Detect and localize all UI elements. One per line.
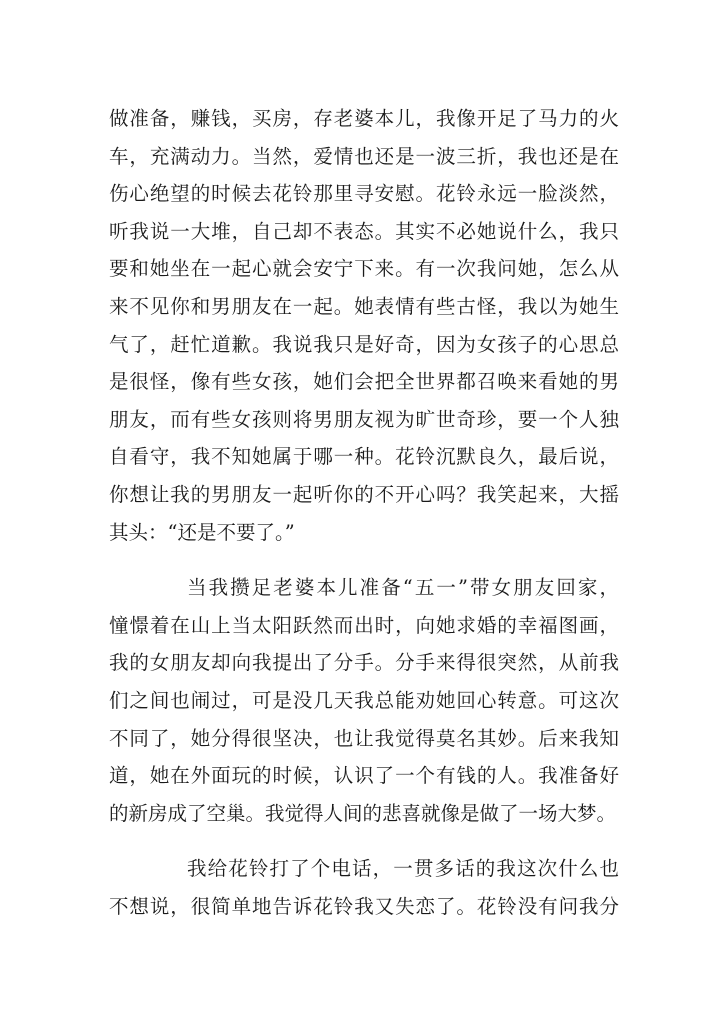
paragraph-gap	[109, 832, 619, 850]
text-line: 听我说一大堆，自己却不表态。其实不必她说什么，我只	[109, 219, 619, 243]
text-line: 当我攒足老婆本儿准备“五一”带女朋友回家，	[187, 576, 619, 600]
text-line: 其头：“还是不要了。”	[109, 520, 295, 544]
text-line: 不同了，她分得很坚决，也让我觉得莫名其妙。后来我知	[109, 726, 619, 750]
text-line: 憧憬着在山上当太阳跃然而出时，向她求婚的幸福图画，	[109, 613, 619, 637]
text-line: 车，充满动力。当然，爱情也还是一波三折，我也还是在	[109, 144, 619, 168]
paragraph-gap	[109, 551, 619, 569]
text-line: 的新房成了空巢。我觉得人间的悲喜就像是做了一场大梦。	[109, 801, 617, 825]
paragraph	[109, 569, 619, 832]
paragraph	[109, 850, 619, 925]
text-line: 不想说，很简单地告诉花铃我又失恋了。花铃没有问我分	[109, 894, 619, 918]
text-line: 做准备，赚钱，买房，存老婆本儿，我像开足了马力的火	[109, 107, 619, 130]
text-line: 我给花铃打了个电话，一贯多话的我这次什么也	[187, 857, 619, 881]
text-line: 伤心绝望的时候去花铃那里寻安慰。花铃永远一脸淡然，	[109, 182, 619, 206]
text-line: 自看守，我不知她属于哪一种。花铃沉默良久，最后说，	[109, 445, 619, 469]
text-line: 要和她坐在一起心就会安宁下来。有一次我问她，怎么从	[109, 257, 619, 281]
text-line: 道，她在外面玩的时候，认识了一个有钱的人。我准备好	[109, 764, 619, 788]
text-line: 是很怪，像有些女孩，她们会把全世界都召唤来看她的男	[109, 370, 619, 394]
text-line: 们之间也闹过，可是没几天我总能劝她回心转意。可这次	[109, 688, 619, 712]
text-line: 你想让我的男朋友一起听你的不开心吗？我笑起来，大摇	[109, 482, 619, 506]
text-line: 来不见你和男朋友在一起。她表情有些古怪，我以为她生	[109, 294, 619, 318]
text-body	[109, 100, 619, 925]
paragraph	[109, 100, 619, 551]
text-line: 朋友，而有些女孩则将男朋友视为旷世奇珍，要一个人独	[109, 407, 619, 431]
text-line: 气了，赶忙道歉。我说我只是好奇，因为女孩子的心思总	[109, 332, 619, 356]
text-line: 我的女朋友却向我提出了分手。分手来得很突然，从前我	[109, 651, 619, 675]
